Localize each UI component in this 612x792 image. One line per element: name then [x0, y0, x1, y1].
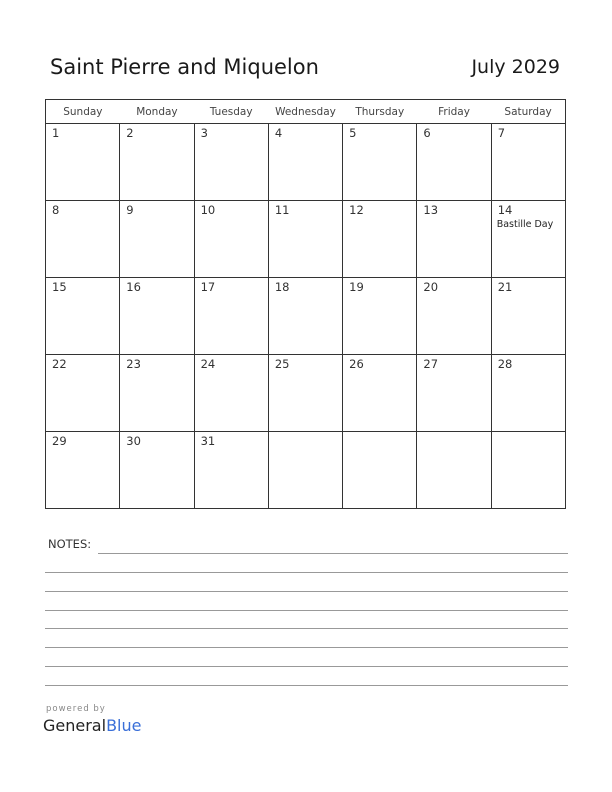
day-number: 2: [126, 126, 134, 140]
day-cell: [120, 124, 194, 201]
powered-by-text: powered by: [46, 704, 106, 714]
day-number: 29: [52, 434, 67, 448]
day-cell: [417, 355, 491, 432]
week-row: [46, 201, 566, 278]
day-number: 19: [349, 280, 364, 294]
day-cell: [491, 201, 565, 278]
day-cell: [417, 278, 491, 355]
day-number: 5: [349, 126, 357, 140]
day-cell: [417, 124, 491, 201]
day-cell: [120, 432, 194, 509]
day-cell: [491, 124, 565, 201]
day-cell: [417, 201, 491, 278]
day-cell: [343, 278, 417, 355]
day-number: 14: [497, 203, 513, 217]
day-cell: [268, 124, 342, 201]
day-cell: [343, 432, 417, 509]
day-cell: [268, 278, 342, 355]
note-line: [45, 628, 568, 629]
day-cell: [120, 278, 194, 355]
week-row: [46, 432, 566, 509]
day-cell: [194, 432, 268, 509]
day-number: 20: [423, 280, 439, 294]
calendar-grid: [45, 99, 566, 509]
weekday-wednesday: Wednesday: [268, 100, 342, 124]
day-number: 3: [200, 126, 208, 140]
day-number: 30: [126, 434, 141, 448]
day-number: 24: [200, 357, 216, 371]
day-number: 17: [200, 280, 216, 294]
day-number: 16: [126, 280, 141, 294]
day-number: 4: [274, 126, 283, 140]
note-line: [98, 553, 568, 554]
weekday-monday: Monday: [120, 100, 194, 124]
day-number: 11: [274, 203, 290, 217]
day-number: 18: [274, 280, 290, 294]
day-cell: [46, 432, 120, 509]
day-cell: [343, 355, 417, 432]
day-number: 6: [423, 126, 431, 140]
week-row: [46, 355, 566, 432]
logo-text-general: General: [43, 716, 107, 735]
weekday-thursday: Thursday: [343, 100, 417, 124]
day-cell: [194, 124, 268, 201]
calendar-country-title: Saint Pierre and Miquelon: [50, 55, 319, 79]
day-number: 7: [497, 126, 506, 140]
day-number: 31: [200, 434, 216, 448]
day-number: 26: [349, 357, 364, 371]
day-cell: [417, 432, 491, 509]
day-cell: [194, 201, 268, 278]
holiday-label: Bastille Day: [496, 219, 554, 230]
calendar-month-title: July 2029: [471, 56, 560, 78]
day-number: 27: [423, 357, 439, 371]
day-number: 22: [52, 357, 67, 371]
week-row: [46, 278, 566, 355]
week-row: [46, 124, 566, 201]
day-number: 10: [200, 203, 216, 217]
generalblue-logo: [43, 716, 141, 735]
day-number: 25: [274, 357, 290, 371]
day-cell: [491, 355, 565, 432]
day-number: 21: [497, 280, 513, 294]
day-cell: [343, 124, 417, 201]
day-cell: [46, 355, 120, 432]
day-number: 12: [349, 203, 364, 217]
day-cell: [120, 355, 194, 432]
day-cell: [194, 278, 268, 355]
weekday-saturday: Saturday: [491, 100, 565, 124]
notes-label: NOTES:: [48, 537, 92, 551]
note-line: [45, 647, 568, 648]
day-number: 23: [126, 357, 141, 371]
weekday-tuesday: Tuesday: [194, 100, 268, 124]
note-line: [45, 666, 568, 667]
note-line: [45, 685, 568, 686]
day-number: 15: [52, 280, 67, 294]
day-number: 8: [52, 203, 60, 217]
day-cell: [491, 432, 565, 509]
day-cell: [46, 124, 120, 201]
day-cell: [268, 355, 342, 432]
note-line: [45, 572, 568, 573]
note-line: [45, 591, 568, 592]
day-number: 28: [497, 357, 513, 371]
day-cell: [343, 201, 417, 278]
day-cell: [268, 432, 342, 509]
note-line: [45, 610, 568, 611]
weekday-sunday: Sunday: [46, 100, 120, 124]
weekday-header-row: [46, 100, 566, 124]
day-cell: [120, 201, 194, 278]
day-cell: [46, 201, 120, 278]
day-cell: [46, 278, 120, 355]
day-number: 13: [423, 203, 439, 217]
day-number: 1: [52, 126, 60, 140]
weekday-friday: Friday: [417, 100, 491, 124]
day-cell: [194, 355, 268, 432]
day-cell: [491, 278, 565, 355]
logo-text-blue: Blue: [106, 716, 142, 735]
day-cell: [268, 201, 342, 278]
day-number: 9: [126, 203, 134, 217]
